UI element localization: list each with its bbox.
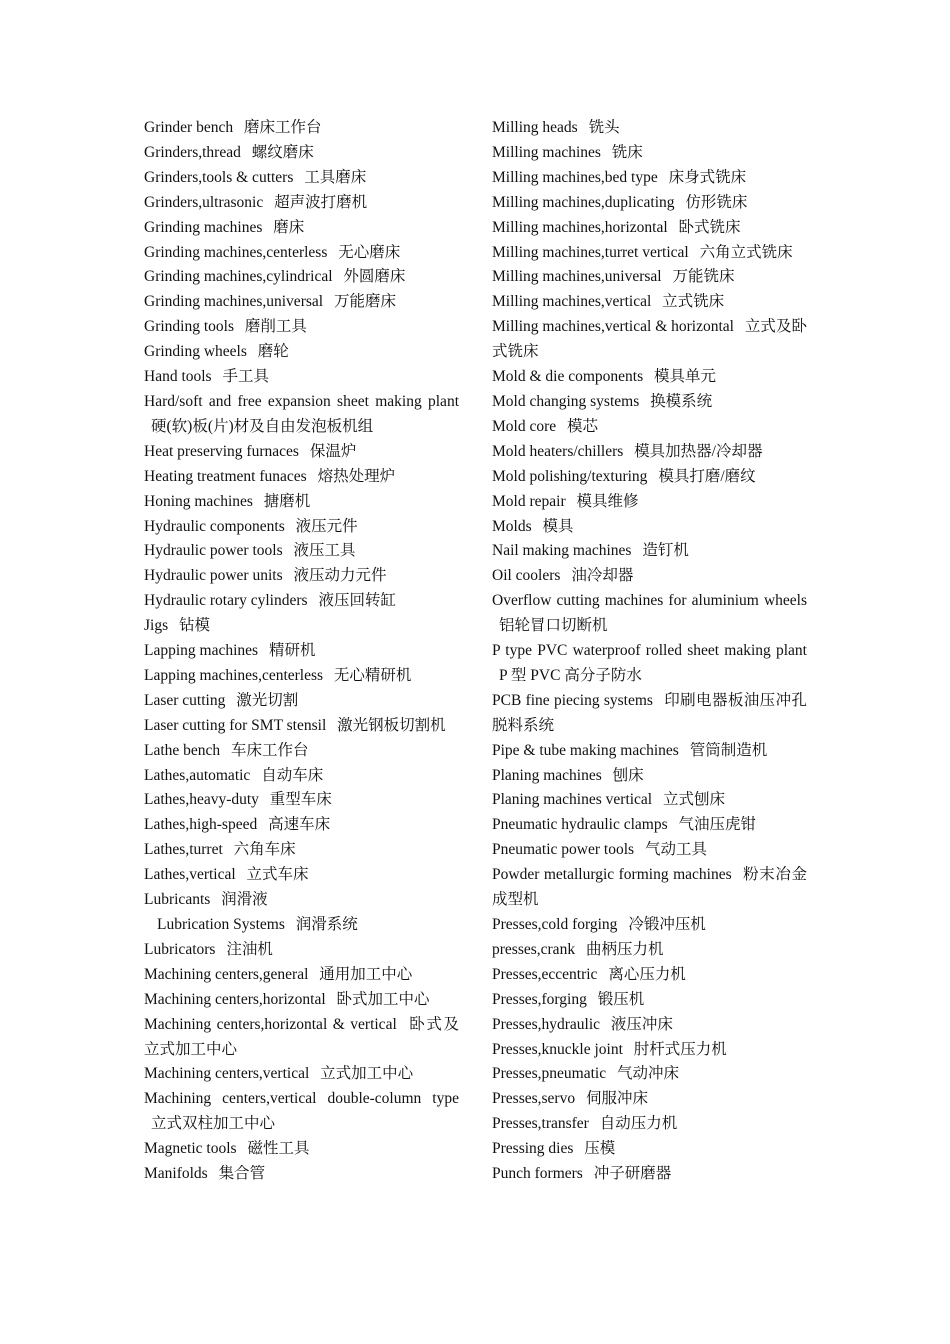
glossary-entry <box>492 639 807 689</box>
glossary-entry <box>144 988 459 1013</box>
term-chinese: 模具单元 <box>654 368 717 386</box>
glossary-entry <box>144 141 459 166</box>
term-chinese: 无心磨床 <box>338 243 401 261</box>
term-chinese: 仿形铣床 <box>685 193 748 211</box>
term-chinese: 卧式铣床 <box>678 218 741 236</box>
term-english: Lubricators <box>144 940 216 958</box>
term-chinese: 保温炉 <box>309 442 357 460</box>
term-english: Machining centers,horizontal & vertical <box>144 1015 397 1033</box>
term-chinese: 搪磨机 <box>263 492 311 510</box>
term-english: Lathes,turret <box>144 841 223 859</box>
term-english: Manifolds <box>144 1165 208 1183</box>
term-chinese: 铝轮冒口切断机 <box>499 617 608 635</box>
term-english: Pneumatic hydraulic clamps <box>492 816 668 834</box>
term-chinese: 锻压机 <box>597 990 645 1008</box>
glossary-entry <box>144 539 459 564</box>
term-english: Lathes,heavy-duty <box>144 791 259 809</box>
term-chinese: 磨削工具 <box>244 318 307 336</box>
term-english: Punch formers <box>492 1165 583 1183</box>
term-chinese: 曲柄压力机 <box>585 940 664 958</box>
term-english: Lapping machines <box>144 642 259 660</box>
term-english: Lubricants <box>144 891 211 909</box>
term-chinese: 磁性工具 <box>247 1140 310 1158</box>
glossary-entry <box>492 390 807 415</box>
term-english: Overflow cutting machines for aluminium wheels <box>492 592 807 610</box>
term-english: Lathes,vertical <box>144 866 236 884</box>
glossary-entry <box>492 938 807 963</box>
term-chinese: 手工具 <box>222 368 269 386</box>
term-english: Nail making machines <box>492 542 632 560</box>
glossary-entry <box>144 440 459 465</box>
term-chinese: 卧式加工中心 <box>336 990 430 1008</box>
term-chinese: 自动车床 <box>261 766 324 784</box>
glossary-right-column <box>492 116 807 1187</box>
term-chinese: 万能磨床 <box>333 293 396 311</box>
glossary-entry <box>492 216 807 241</box>
term-chinese: 冷锻冲压机 <box>628 916 706 933</box>
term-english: Machining centers,vertical double-column type <box>144 1090 459 1108</box>
term-chinese: 重型车床 <box>269 791 332 809</box>
term-english: Grinding wheels <box>144 343 247 361</box>
term-chinese: 润滑液 <box>221 891 268 909</box>
term-english: Pressing dies <box>492 1140 574 1158</box>
term-english: Lubrication Systems <box>157 916 285 933</box>
term-chinese: 车床工作台 <box>231 741 309 759</box>
glossary-entry <box>144 216 459 241</box>
term-english: Mold & die components <box>492 368 644 386</box>
glossary-entry <box>144 1162 459 1187</box>
glossary-entry <box>492 241 807 266</box>
glossary-entry <box>144 191 459 216</box>
glossary-entry <box>144 515 459 540</box>
glossary-entry <box>492 1062 807 1087</box>
glossary-entry <box>144 1087 459 1137</box>
glossary-entry <box>492 440 807 465</box>
term-english: Milling machines,horizontal <box>492 218 668 236</box>
term-english: Lathe bench <box>144 741 221 759</box>
term-english: Hand tools <box>144 368 212 386</box>
term-chinese: 立式双柱加工中心 <box>151 1115 276 1133</box>
term-english: Planing machines <box>492 766 602 784</box>
term-english: Honing machines <box>144 492 253 510</box>
term-chinese: 气油压虎钳 <box>678 816 757 834</box>
term-chinese: 液压动力元件 <box>293 567 387 585</box>
term-english: Oil coolers <box>492 567 561 585</box>
term-english: Hydraulic power units <box>144 567 283 585</box>
glossary-entry <box>492 788 807 813</box>
term-english: Presses,eccentric <box>492 965 598 983</box>
term-english: Pipe & tube making machines <box>492 741 679 759</box>
term-chinese: 高速车床 <box>268 816 331 834</box>
term-chinese: 伺服冲床 <box>585 1090 648 1108</box>
term-english: Hydraulic rotary cylinders <box>144 592 308 610</box>
term-chinese: 螺纹磨床 <box>251 143 314 161</box>
glossary-entry <box>492 1137 807 1162</box>
term-english: Grinders,ultrasonic <box>144 193 264 211</box>
glossary-entry <box>492 465 807 490</box>
term-chinese: 立式车床 <box>246 866 309 884</box>
term-english: Machining centers,horizontal <box>144 990 326 1008</box>
term-english: Jigs <box>144 617 169 635</box>
term-chinese: 液压工具 <box>293 542 356 560</box>
glossary-entry <box>144 813 459 838</box>
glossary-entry <box>492 1087 807 1112</box>
term-chinese: 磨轮 <box>257 343 289 361</box>
term-chinese: 六角立式铣床 <box>699 243 793 261</box>
glossary-entry <box>144 614 459 639</box>
glossary-entry <box>492 689 807 739</box>
term-chinese: 模具加热器/冷却器 <box>634 442 763 460</box>
term-english: Grinding machines,universal <box>144 293 324 311</box>
term-english: Heat preserving furnaces <box>144 442 299 460</box>
glossary-entry <box>492 166 807 191</box>
term-english: Milling machines,bed type <box>492 168 658 186</box>
term-english: Machining centers,general <box>144 965 309 983</box>
term-chinese: 六角车床 <box>233 841 296 859</box>
term-english: Pneumatic power tools <box>492 841 635 859</box>
glossary-entry <box>144 838 459 863</box>
term-english: Presses,servo <box>492 1090 576 1108</box>
glossary-entry <box>144 639 459 664</box>
term-english: Molds <box>492 517 532 535</box>
glossary-entry <box>492 415 807 440</box>
term-chinese: 冲子研磨器 <box>593 1165 672 1183</box>
term-chinese: 床身式铣床 <box>668 168 747 186</box>
term-chinese: 气动工具 <box>644 841 707 859</box>
term-english: Powder metallurgic forming machines <box>492 866 732 884</box>
term-chinese: 造钉机 <box>642 542 689 560</box>
glossary-entry <box>144 863 459 888</box>
term-english: Milling heads <box>492 119 578 136</box>
term-chinese: 激光钢板切割机 <box>337 716 446 734</box>
term-chinese: 润滑系统 <box>295 916 358 933</box>
term-chinese: 油冷却器 <box>571 567 634 585</box>
term-english: Grinding tools <box>144 318 234 336</box>
glossary-entry <box>492 1112 807 1137</box>
glossary-entry <box>144 714 459 739</box>
term-english: Presses,pneumatic <box>492 1065 607 1083</box>
glossary-entry <box>144 764 459 789</box>
term-english: Mold polishing/texturing <box>492 467 648 485</box>
term-english: Planing machines vertical <box>492 791 653 809</box>
glossary-entry <box>144 265 459 290</box>
glossary-entry <box>144 1013 459 1063</box>
glossary-entry <box>492 191 807 216</box>
glossary-entry <box>492 315 807 365</box>
term-chinese: 注油机 <box>226 940 273 958</box>
term-chinese: 集合管 <box>218 1165 266 1183</box>
glossary-entry <box>492 365 807 390</box>
term-chinese: 立式及卧式铣床 <box>492 318 807 361</box>
term-chinese: 模具维修 <box>576 492 639 510</box>
term-english: Grinding machines <box>144 218 263 236</box>
glossary-entry <box>492 838 807 863</box>
term-english: PCB fine piecing systems <box>492 691 653 709</box>
term-english: Milling machines,duplicating <box>492 193 675 211</box>
term-chinese: 立式刨床 <box>663 791 726 809</box>
term-chinese: 气动冲床 <box>616 1065 679 1083</box>
glossary-entry <box>144 290 459 315</box>
glossary-entry <box>492 141 807 166</box>
term-chinese: 管筒制造机 <box>689 741 768 759</box>
glossary-entry <box>144 913 459 938</box>
term-english: Mold heaters/chillers <box>492 442 624 460</box>
term-english: Lapping machines,centerless <box>144 666 324 684</box>
term-chinese: 超声波打磨机 <box>274 193 368 211</box>
term-english: Laser cutting <box>144 691 226 709</box>
term-chinese: 模芯 <box>567 417 599 435</box>
term-english: Laser cutting for SMT stensil <box>144 716 327 734</box>
term-english: presses,crank <box>492 940 576 958</box>
term-english: Mold core <box>492 417 557 435</box>
term-english: Presses,hydraulic <box>492 1015 601 1033</box>
term-chinese: 刨床 <box>612 766 644 784</box>
glossary-entry <box>492 564 807 589</box>
glossary-entry <box>492 813 807 838</box>
term-english: Presses,knuckle joint <box>492 1040 623 1058</box>
term-english: Hard/soft and free expansion sheet making plant <box>144 392 459 410</box>
term-english: P type PVC waterproof rolled sheet making plant <box>492 642 807 660</box>
term-chinese: 外圆磨床 <box>343 268 406 286</box>
glossary-entry <box>144 564 459 589</box>
glossary-entry <box>492 1162 807 1187</box>
term-english: Grinder bench <box>144 119 234 136</box>
term-chinese: 卧式及立式加工中心 <box>144 1015 459 1058</box>
term-chinese: 液压回转缸 <box>318 592 396 610</box>
glossary-entry <box>492 764 807 789</box>
glossary-entry <box>144 116 459 141</box>
glossary-entry <box>144 888 459 913</box>
term-chinese: 钻模 <box>179 617 211 635</box>
glossary-entry <box>144 465 459 490</box>
term-chinese: 通用加工中心 <box>319 965 413 983</box>
glossary-entry <box>144 390 459 440</box>
glossary-entry <box>492 863 807 913</box>
glossary-entry <box>492 1013 807 1038</box>
term-english: Mold changing systems <box>492 392 640 410</box>
glossary-entry <box>144 1137 459 1162</box>
glossary-entry <box>144 166 459 191</box>
glossary-entry <box>492 116 807 141</box>
term-english: Lathes,high-speed <box>144 816 258 834</box>
term-chinese: 自动压力机 <box>599 1115 678 1133</box>
glossary-entry <box>144 788 459 813</box>
term-english: Presses,cold forging <box>492 916 618 933</box>
glossary-entry <box>144 963 459 988</box>
term-chinese: 液压元件 <box>295 517 358 535</box>
term-english: Grinders,tools & cutters <box>144 168 294 186</box>
glossary-left-column <box>144 116 459 1187</box>
term-chinese: 激光切割 <box>236 691 299 709</box>
term-english: Magnetic tools <box>144 1140 237 1158</box>
term-english: Presses,transfer <box>492 1115 589 1133</box>
glossary-entry <box>144 938 459 963</box>
term-english: Machining centers,vertical <box>144 1065 310 1083</box>
term-chinese: 工具磨床 <box>304 168 367 186</box>
glossary-entry <box>492 539 807 564</box>
glossary-entry <box>492 490 807 515</box>
term-chinese: 磨床工作台 <box>243 119 322 136</box>
glossary-entry <box>144 689 459 714</box>
glossary-entry <box>144 490 459 515</box>
glossary-entry <box>144 1062 459 1087</box>
term-chinese: 模具打磨/磨纹 <box>658 467 756 485</box>
glossary-entry <box>492 1038 807 1063</box>
term-chinese: 铣头 <box>588 119 620 136</box>
term-chinese: 压模 <box>584 1140 616 1158</box>
term-chinese: 模具 <box>542 517 574 535</box>
term-chinese: 熔热处理炉 <box>317 467 396 485</box>
term-chinese: 磨床 <box>273 218 305 236</box>
term-chinese: 肘杆式压力机 <box>633 1040 727 1058</box>
term-english: Grinders,thread <box>144 143 241 161</box>
term-english: Grinding machines,centerless <box>144 243 328 261</box>
glossary-entry <box>144 241 459 266</box>
term-chinese: 粉末冶金成型机 <box>492 866 807 909</box>
glossary-entry <box>144 340 459 365</box>
term-english: Milling machines,vertical & horizontal <box>492 318 734 336</box>
term-english: Heating treatment funaces <box>144 467 307 485</box>
term-chinese: 无心精研机 <box>333 666 412 684</box>
term-english: Mold repair <box>492 492 566 510</box>
glossary-entry <box>144 589 459 614</box>
glossary-entry <box>492 589 807 639</box>
term-english: Milling machines <box>492 143 601 161</box>
glossary-entry <box>144 664 459 689</box>
term-chinese: 立式铣床 <box>662 293 725 311</box>
glossary-entry <box>492 515 807 540</box>
term-chinese: 铣床 <box>611 143 643 161</box>
term-english: Milling machines,universal <box>492 268 662 286</box>
glossary-entry <box>144 739 459 764</box>
term-english: Lathes,automatic <box>144 766 251 784</box>
term-chinese: 万能铣床 <box>672 268 735 286</box>
glossary-entry <box>144 365 459 390</box>
term-chinese: 硬(软)板(片)材及自由发泡板机组 <box>151 417 374 435</box>
term-english: Hydraulic components <box>144 517 285 535</box>
term-english: Milling machines,vertical <box>492 293 652 311</box>
term-english: Presses,forging <box>492 990 587 1008</box>
glossary-entry <box>492 988 807 1013</box>
glossary-entry <box>492 290 807 315</box>
term-chinese: 立式加工中心 <box>320 1065 414 1083</box>
glossary-entry <box>492 913 807 938</box>
glossary-entry <box>144 315 459 340</box>
term-chinese: 换模系统 <box>650 392 713 410</box>
glossary-entry <box>492 963 807 988</box>
term-english: Milling machines,turret vertical <box>492 243 689 261</box>
term-chinese: P 型 PVC 高分子防水 <box>499 666 642 684</box>
glossary-entry <box>492 739 807 764</box>
term-chinese: 离心压力机 <box>608 965 686 983</box>
term-chinese: 精研机 <box>268 642 316 660</box>
term-english: Grinding machines,cylindrical <box>144 268 333 286</box>
term-english: Hydraulic power tools <box>144 542 283 560</box>
glossary-entry <box>492 265 807 290</box>
term-chinese: 印刷电器板油压冲孔脱料系统 <box>492 691 807 734</box>
term-chinese: 液压冲床 <box>610 1015 673 1033</box>
